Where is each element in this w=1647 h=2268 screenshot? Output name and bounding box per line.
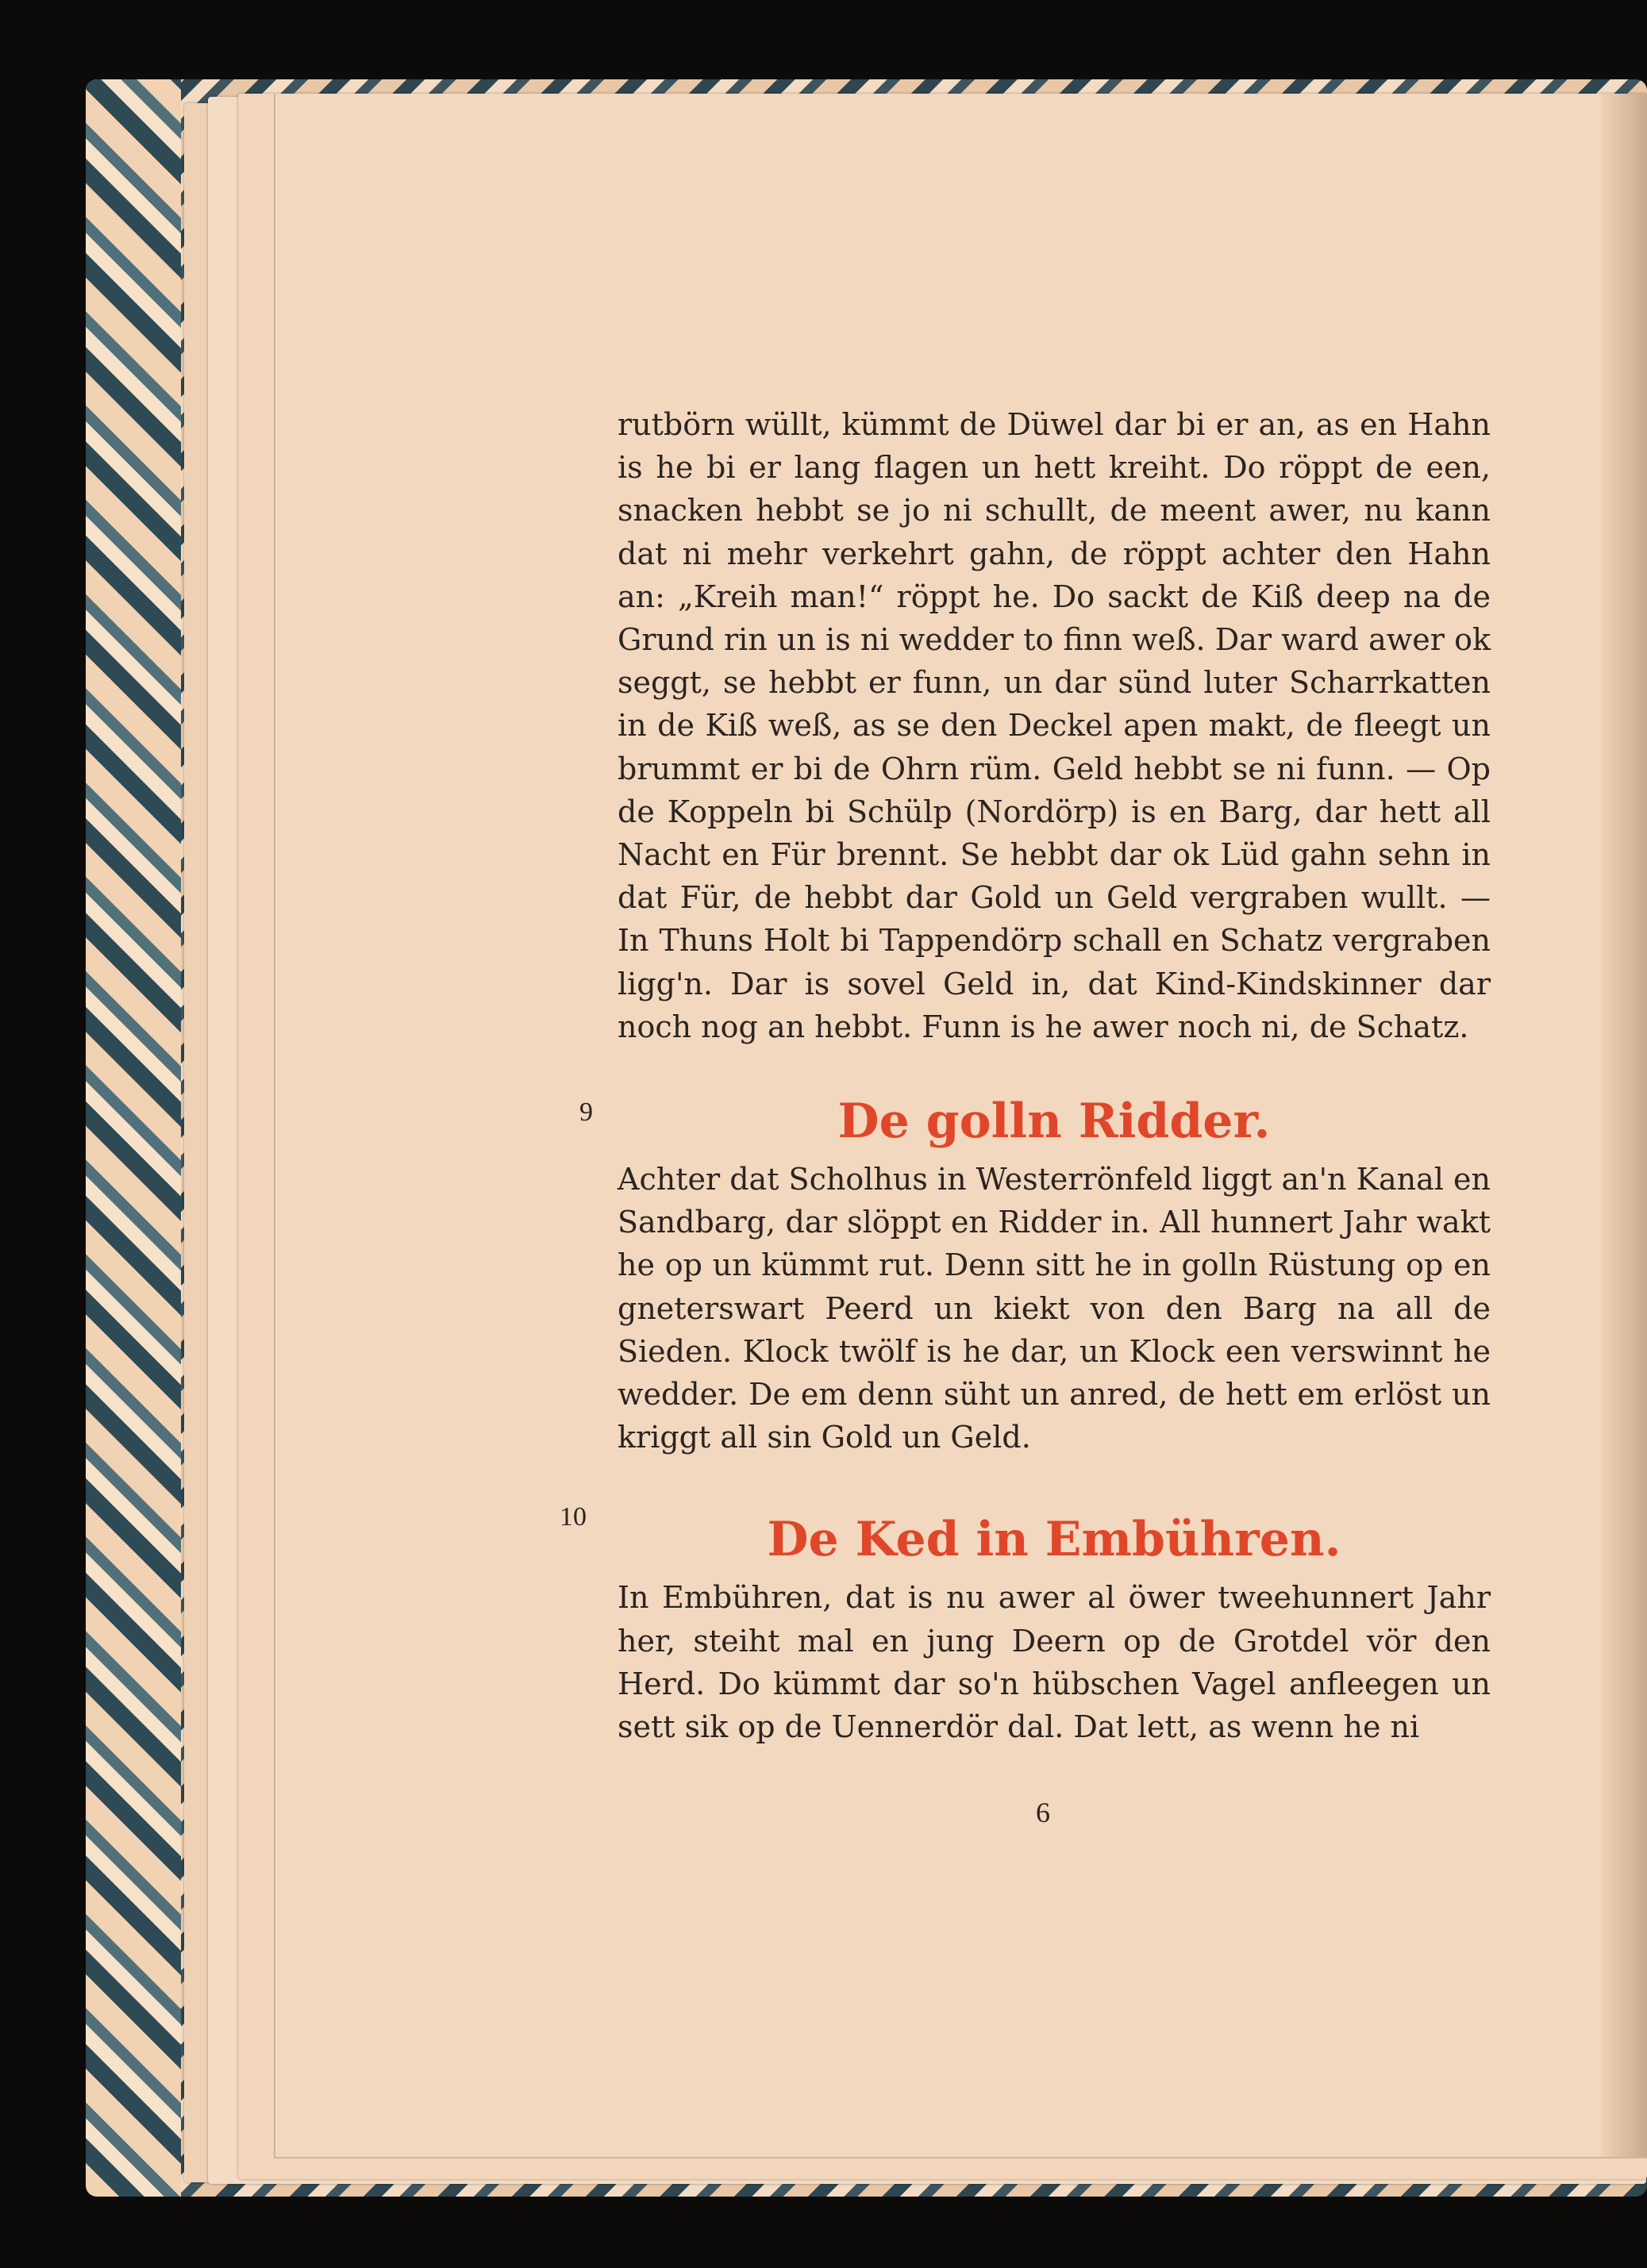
page-gutter (1601, 94, 1647, 2157)
paragraph: In Embühren, dat is nu awer al öwer tweehunnert Jahr her, steiht mal en jung Deern op de Grotdel vör den Herd. Do kümmt dar so'n hübschen Vagel anfleegen un sett sik op de Uennerdör dal. Dat lett, as wenn he ni (618, 1580, 1491, 1745)
section-number: 10 (560, 1502, 587, 1532)
section-heading: De Ked in Embühren. (767, 1512, 1341, 1568)
section-number: 9 (579, 1097, 593, 1127)
cover-pattern (86, 79, 181, 2197)
section-heading: De golln Ridder. (837, 1094, 1271, 1150)
page-number: 6 (1036, 1797, 1050, 1828)
paragraph: Achter dat Scholhus in Westerrönfeld liggt an'n Kanal en Sandbarg, dar slöppt en Ridder in. All hunnert Jahr wakt he op un kümmt rut. Denn sitt he in golln Rüstung op en gneterswart Peerd un kiekt von den Barg na all de Sieden. Klock twölf is he dar, un Klock een verswinnt he wedder. De em denn süht un anred, de hett em erlöst un kriggt all sin Gold un Geld. (618, 1162, 1491, 1455)
paragraph: rutbörn wüllt, kümmt de Düwel dar bi er an, as en Hahn is he bi er lang flagen un hett kreiht. Do röppt de een, snacken hebbt se jo ni schullt, de meent awer, nu kann dat ni mehr verkehrt gahn, de röppt achter den Hahn an: „Kreih man!“ röppt he. Do sackt de Kiß deep na de Grund rin un is ni wedder to finn weß. Dar ward awer ok seggt, se hebbt er funn, un dar sünd luter Scharrkatten in de Kiß weß, as se den Deckel apen makt, de fleegt un brummt er bi de Ohrn rüm. Geld hebbt se ni funn. — Op de Koppeln bi Schülp (Nordörp) is en Barg, dar hett all Nacht en Für brennt. Se hebbt dar ok Lüd gahn sehn in dat Für, de hebbt dar Gold un Geld vergraben wullt. — In Thuns Holt bi Tappendörp schall en Schatz vergraben ligg'n. Dar is sovel Geld in, dat Kind-Kindskinner dar noch nog an hebbt. Funn is he awer noch ni, de Schatz. (618, 407, 1491, 1044)
page-text (618, 403, 1491, 1748)
